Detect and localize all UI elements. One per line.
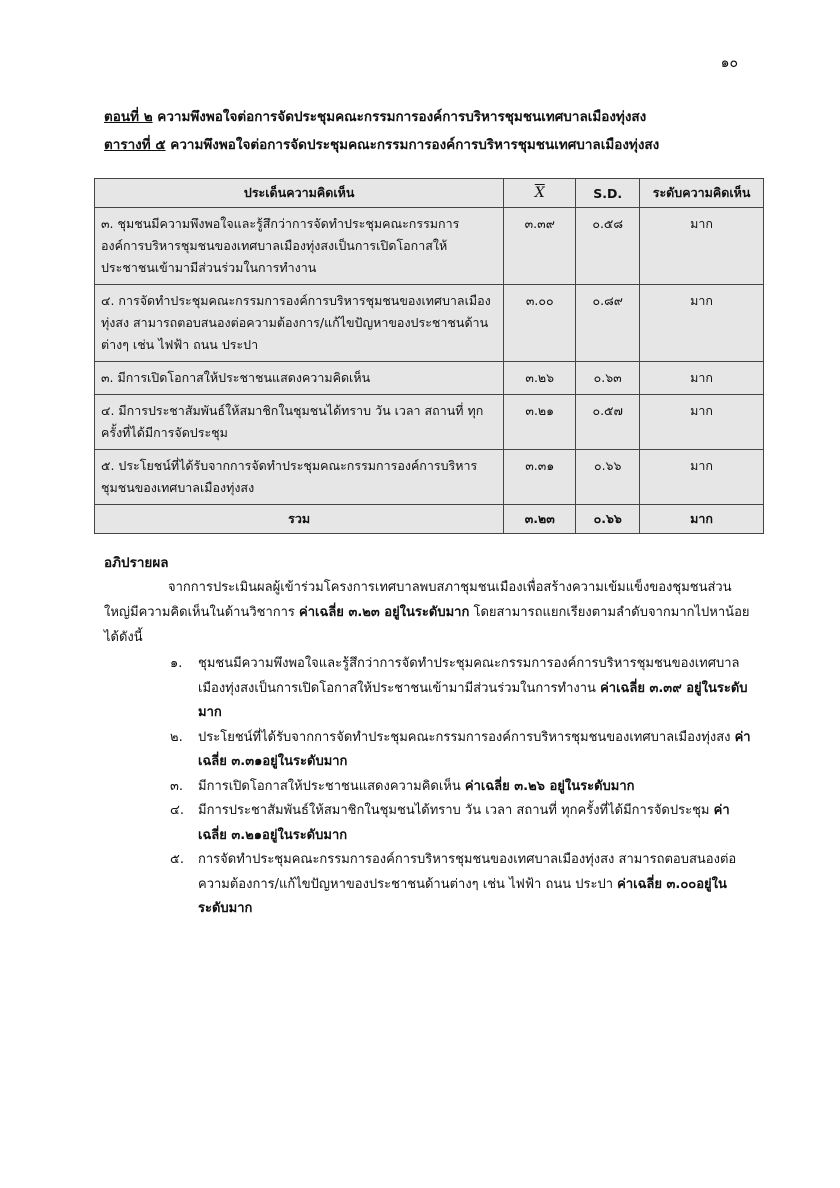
table-row xyxy=(95,285,764,362)
cell-mean: ๓.๐๐ xyxy=(504,285,576,362)
cell-issue: ๕. ประโยชน์ที่ได้รับจากการจัดทำประชุมคณะกรรมการองค์การบริหารชุมชนของเทศบาลเมืองทุ่งสง xyxy=(95,450,504,505)
header-issue: ประเด็นความคิดเห็น xyxy=(95,179,504,208)
intro-text: จากการประเมินผลผู้เข้าร่วมโครงการเทศบาลพบสภาชุมชนเมืองเพื่อสร้างความเข้มแข็งของชุมชนส่วนใหญ่มีความคิดเห็นในด้านวิชาการ xyxy=(104,580,732,620)
page-number: ๑๐ xyxy=(720,55,738,71)
item-number: ๕. xyxy=(170,852,184,867)
cell-mean: ๓.๒๖ xyxy=(504,362,576,395)
item-number: ๔. xyxy=(170,803,184,818)
item-text: ประโยชน์ที่ได้รับจากการจัดทำประชุมคณะกรรมการองค์การบริหารชุมชนของเทศบาลเมืองทุ่งสง xyxy=(198,729,735,745)
section-label: ตอนที่ ๒ xyxy=(104,109,153,125)
total-mean: ๓.๒๓ xyxy=(504,505,576,534)
cell-mean: ๓.๓๑ xyxy=(504,450,576,505)
item-text: มีการเปิดโอกาสให้ประชาชนแสดงความคิดเห็น xyxy=(198,778,465,794)
cell-level: มาก xyxy=(640,362,764,395)
list-item xyxy=(104,726,754,775)
intro-bold: ค่าเฉลี่ย ๓.๒๓ อยู่ในระดับมาก xyxy=(299,605,470,620)
table-label: ตารางที่ ๕ xyxy=(104,137,166,153)
intro-text-end: โดยสามารถแยกเรียงตามลำดับจากมากไปหาน้อย ได้ดังนี้ xyxy=(104,605,750,645)
cell-level: มาก xyxy=(640,450,764,505)
cell-sd: ๐.๖๓ xyxy=(576,362,640,395)
discussion-intro xyxy=(104,575,754,650)
item-text: มีการประชาสัมพันธ์ให้สมาชิกในชุมชนได้ทราบ วัน เวลา สถานที่ ทุกครั้งที่ได้มีการจัดประชุม xyxy=(198,803,714,818)
cell-sd: ๐.๕๘ xyxy=(576,208,640,285)
table-row xyxy=(95,395,764,450)
mean-symbol: $\overline{X}$ xyxy=(534,185,545,201)
cell-mean: ๓.๓๙ xyxy=(504,208,576,285)
cell-sd: ๐.๖๖ xyxy=(576,450,640,505)
total-sd: ๐.๖๖ xyxy=(576,505,640,534)
cell-issue: ๔. มีการประชาสัมพันธ์ให้สมาชิกในชุมชนได้ทราบ วัน เวลา สถานที่ ทุกครั้งที่ได้มีการจัดประชุม xyxy=(95,395,504,450)
cell-issue: ๓. มีการเปิดโอกาสให้ประชาชนแสดงความคิดเห็น xyxy=(95,362,504,395)
table-header-row xyxy=(95,179,764,208)
cell-sd: ๐.๕๗ xyxy=(576,395,640,450)
header-level: ระดับความคิดเห็น xyxy=(640,179,764,208)
header-mean xyxy=(504,179,576,208)
cell-sd: ๐.๘๙ xyxy=(576,285,640,362)
header-sd: S.D. xyxy=(576,179,640,208)
ranked-list xyxy=(104,652,754,922)
list-item xyxy=(104,848,754,922)
total-level: มาก xyxy=(640,505,764,534)
table-caption xyxy=(104,133,659,155)
table-row xyxy=(95,208,764,285)
item-number: ๒. xyxy=(170,729,183,745)
table-row xyxy=(95,450,764,505)
cell-issue: ๓. ชุมชนมีความพึงพอใจและรู้สึกว่าการจัดทำประชุมคณะกรรมการองค์การบริหารชุมชนของเทศบาลเมืองทุ่งสงเป็นการเปิดโอกาสให้ประชาชนเข้ามามีส่วนร่วมในการทำงาน xyxy=(95,208,504,285)
item-number: ๑. xyxy=(170,656,183,671)
table-caption-text: ความพึงพอใจต่อการจัดประชุมคณะกรรมการองค์การบริหารชุมชนเทศบาลเมืองทุ่งสง xyxy=(165,137,660,153)
section-heading-text: ความพึงพอใจต่อการจัดประชุมคณะกรรมการองค์การบริหารชุมชนเทศบาลเมืองทุ่งสง xyxy=(152,109,647,125)
item-mean: ค่าเฉลี่ย ๓.๓๙ อยู่ในระดับมาก xyxy=(198,680,748,720)
item-text: การจัดทำประชุมคณะกรรมการองค์การบริหารชุมชนของเทศบาลเมืองทุ่งสง สามารถตอบสนองต่อความต้องการ/แก้ไขปัญหาของประชาชนด้านต่างๆ เช่น ไฟฟ้า ถนน ประปา xyxy=(198,852,737,892)
cell-issue: ๔. การจัดทำประชุมคณะกรรมการองค์การบริหารชุมชนของเทศบาลเมืองทุ่งสง สามารถตอบสนองต่อความต้องการ/แก้ไขปัญหาของประชาชนด้านต่างๆ เช่น ไฟฟ้า ถนน ประปา xyxy=(95,285,504,362)
table-total-row xyxy=(95,505,764,534)
item-mean: ค่าเฉลี่ย ๓.๒๑อยู่ในระดับมาก xyxy=(198,803,730,843)
item-text: ชุมชนมีความพึงพอใจและรู้สึกว่าการจัดทำประชุมคณะกรรมการองค์การบริหารชุมชนของเทศบาลเมืองทุ่งสงเป็นการเปิดโอกาสให้ประชาชนเข้ามามีส่วนร่วมในการทำงาน xyxy=(198,656,740,696)
cell-mean: ๓.๒๑ xyxy=(504,395,576,450)
section-heading xyxy=(104,105,646,127)
cell-level: มาก xyxy=(640,395,764,450)
list-item xyxy=(104,799,754,848)
item-mean: ค่าเฉลี่ย ๓.๒๖ อยู่ในระดับมาก xyxy=(464,778,635,794)
list-item xyxy=(104,652,754,726)
item-mean: ค่าเฉลี่ย ๓.๓๑อยู่ในระดับมาก xyxy=(198,729,751,769)
cell-level: มาก xyxy=(640,208,764,285)
total-label: รวม xyxy=(95,505,504,534)
item-number: ๓. xyxy=(170,778,184,794)
item-mean: ค่าเฉลี่ย ๓.๐๐อยู่ในระดับมาก xyxy=(198,876,727,916)
list-item xyxy=(104,775,754,800)
discussion-title: อภิปรายผล xyxy=(104,555,169,571)
table-row xyxy=(95,362,764,395)
satisfaction-table xyxy=(94,178,764,534)
cell-level: มาก xyxy=(640,285,764,362)
